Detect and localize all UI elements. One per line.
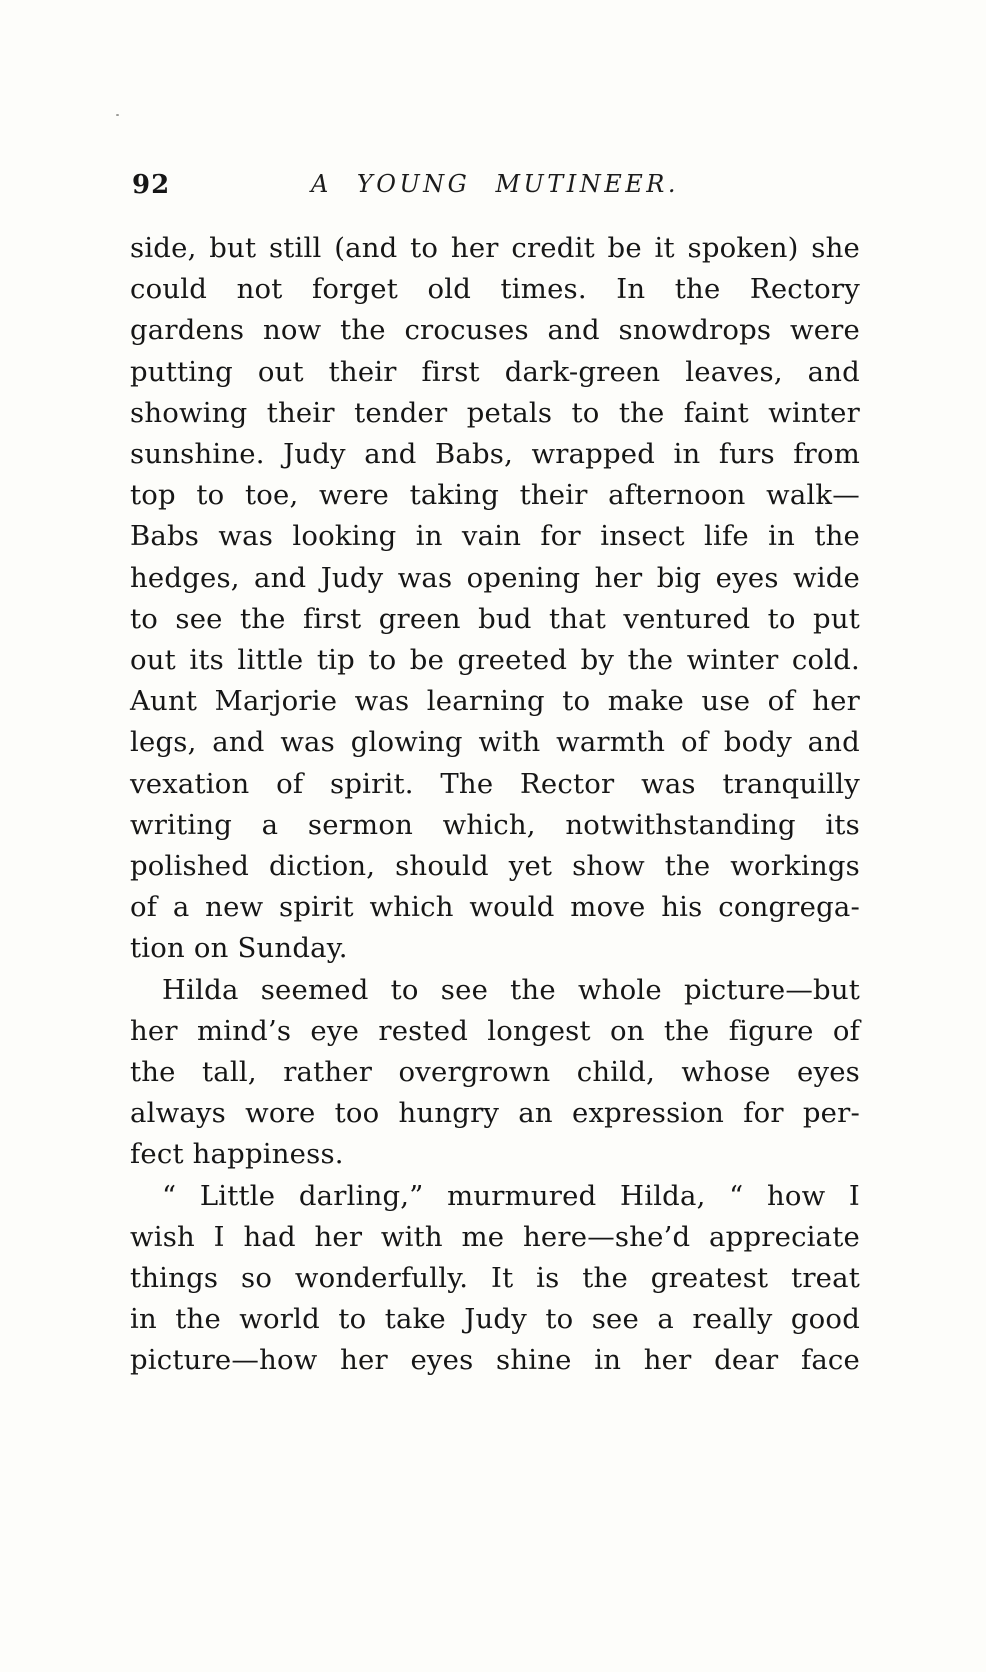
text-line: wish I had her with me here—she’d appreciate — [130, 1220, 860, 1253]
page-number: 92 — [132, 170, 171, 200]
text-line: putting out their first dark-green leaves, and — [130, 355, 860, 388]
text-line: could not forget old times. In the Rectory — [130, 273, 860, 306]
text-line: fect happiness. — [130, 1138, 344, 1171]
text-line: out its little tip to be greeted by the winter cold. — [130, 644, 860, 677]
text-line: always wore too hungry an expression for per- — [130, 1097, 860, 1130]
text-line: picture—how her eyes shine in her dear face — [130, 1344, 860, 1377]
text-line: Hilda seemed to see the whole picture—but — [162, 973, 860, 1006]
text-line: things so wonderfully. It is the greatest treat — [130, 1262, 860, 1295]
text-line: hedges, and Judy was opening her big eyes wide — [130, 561, 860, 594]
text-line: “ Little darling,” murmured Hilda, “ how I — [162, 1179, 860, 1212]
page-header — [130, 168, 860, 202]
text-line: the tall, rather overgrown child, whose eyes — [130, 1056, 860, 1089]
text-line: to see the first green bud that ventured to put — [130, 602, 860, 635]
text-line: gardens now the crocuses and snowdrops were — [130, 314, 860, 347]
text-line: top to toe, were taking their afternoon walk— — [130, 479, 860, 512]
text-line: in the world to take Judy to see a really good — [130, 1303, 860, 1336]
text-line: her mind’s eye rested longest on the figure of — [130, 1014, 860, 1047]
text-line: side, but still (and to her credit be it spoken) she — [130, 232, 860, 264]
text-line: Babs was looking in vain for insect life in the — [130, 520, 860, 553]
text-line: legs, and was glowing with warmth of body and — [130, 726, 860, 759]
text-line: sunshine. Judy and Babs, wrapped in furs from — [130, 438, 860, 471]
scan-speck — [116, 114, 119, 116]
text-line: Aunt Marjorie was learning to make use of her — [130, 685, 860, 718]
text-line: of a new spirit which would move his congrega- — [130, 891, 860, 924]
text-line: showing their tender petals to the faint winter — [130, 396, 860, 429]
running-header-title: A YOUNG MUTINEER. — [310, 170, 680, 198]
text-line: vexation of spirit. The Rector was tranquilly — [130, 767, 860, 800]
text-line: writing a sermon which, notwithstanding its — [130, 808, 860, 841]
body-text — [130, 228, 860, 1382]
text-line: polished diction, should yet show the workings — [130, 850, 860, 883]
text-line: tion on Sunday. — [130, 932, 348, 965]
